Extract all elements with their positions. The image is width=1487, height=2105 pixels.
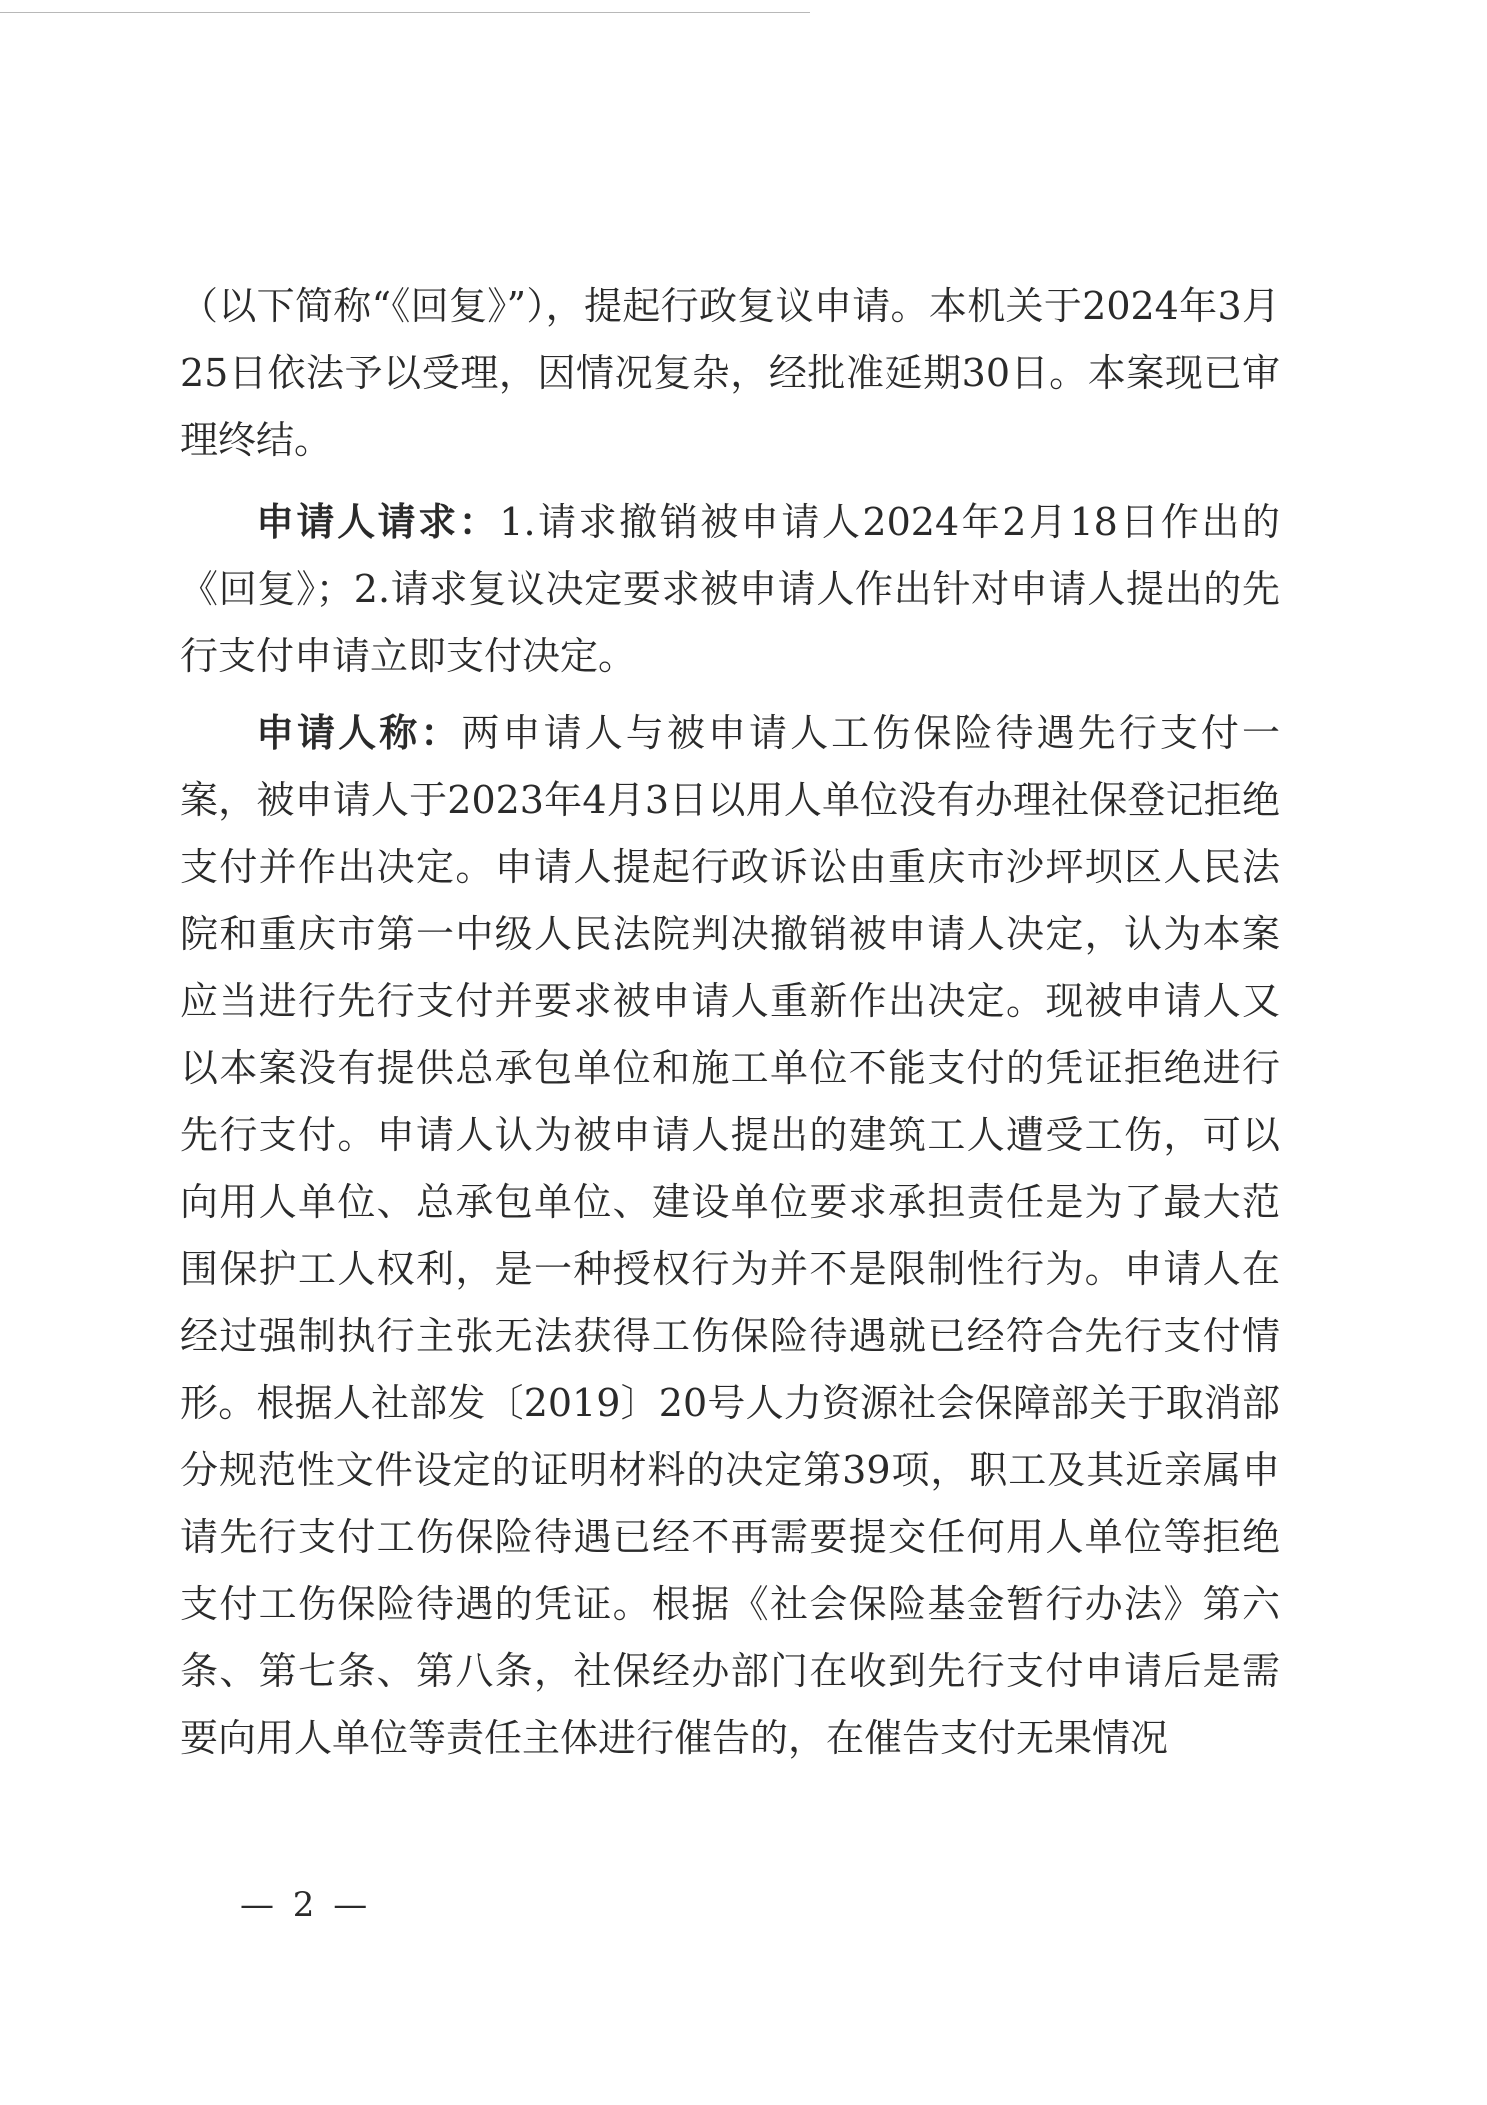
paragraph-applicant-request [180,489,1280,690]
paragraph-applicant-statement-body [180,700,1280,1772]
paragraph-applicant-request-body [180,489,1280,690]
page-number: — 2 — [240,1885,372,1925]
paragraph-intro-text: （以下简称“《回复》”），提起行政复议申请。本机关于2024年3月25日依法予以受理，因情况复杂，经批准延期30日。本案现已审理终结。 [180,284,1280,462]
applicant-statement-text: 两申请人与被申请人工伤保险待遇先行支付一案，被申请人于2023年4月3日以用人单位没有办理社保登记拒绝支付并作出决定。申请人提起行政诉讼由重庆市沙坪坝区人民法院和重庆市第一中级人民法院判决撤销被申请人决定，认为本案应当进行先行支付并要求被申请人重新作出决定。现被申请人又以本案没有提供总承包单位和施工单位不能支付的凭证拒绝进行先行支付。申请人认为被申请人提出的建筑工人遭受工伤，可以向用人单位、总承包单位、建设单位要求承担责任是为了最大范围保护工人权利，是一种授权行为并不是限制性行为。申请人在经过强制执行主张无法获得工伤保险待遇就已经符合先行支付情形。根据人社部发〔2019〕20号人力资源社会保障部关于取消部分规范性文件设定的证明材料的决定第39项，职工及其近亲属申请先行支付工伤保险待遇已经不再需要提交任何用人单位等拒绝支付工伤保险待遇的凭证。根据《社会保险基金暂行办法》第六条、第七条、第八条，社保经办部门在收到先行支付申请后是需要向用人单位等责任主体进行催告的，在催告支付无果情况 [180,711,1280,1760]
applicant-request-heading: 申请人请求： [256,500,500,544]
top-scan-rule [0,12,810,13]
applicant-statement-heading: 申请人称： [256,711,462,755]
applicant-request-text: 1.请求撤销被申请人2024年2月18日作出的《回复》；2.请求复议决定要求被申请人作出针对申请人提出的先行支付申请立即支付决定。 [180,500,1280,678]
paragraph-intro [180,273,1280,474]
paragraph-applicant-statement [180,700,1280,1772]
